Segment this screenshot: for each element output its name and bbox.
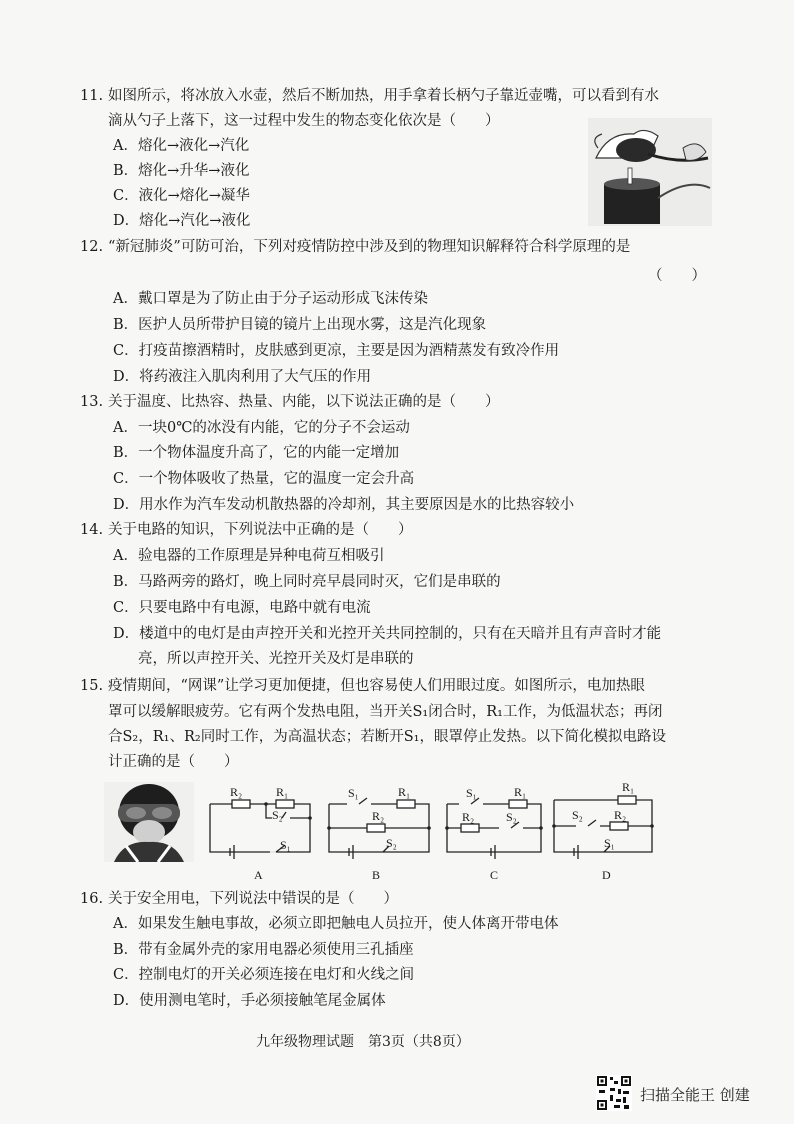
question-13-stem: 13. 关于温度、比热容、热量、内能，以下说法正确的是（ ）: [80, 394, 500, 410]
q14-option-d: D．楼道中的电灯是由声控开关和光控开关共同控制的，只有在天暗并且有声音时才能: [113, 626, 662, 642]
q12-option-a: A．戴口罩是为了防止由于分子运动形成飞沫传染: [113, 291, 428, 307]
qr-code-icon: [596, 1075, 632, 1111]
circuit-c-caption: C: [490, 868, 499, 882]
q14-option-d-continued: 亮，所以声控开关、光控开关及灯是串联的: [138, 651, 414, 667]
circuit-c-r2-label: R₂: [462, 810, 475, 824]
circuit-d-r2-label: R₂: [614, 808, 627, 822]
circuit-a-r2-label: R₂: [230, 785, 243, 799]
circuit-b-r2-label: R₂: [372, 809, 385, 823]
q16-option-d: D．使用测电笔时，手必须接触笔尾金属体: [113, 993, 386, 1009]
circuit-c-r1-label: R₁: [514, 785, 527, 799]
question-16-stem: 16. 关于安全用电，下列说法中错误的是（ ）: [80, 891, 398, 907]
question-12-stem-line1: 12. “新冠肺炎”可防可治，下列对疫情防控中涉及到的物理知识解释符合科学原理的是: [80, 239, 631, 255]
circuit-d-s1-label: S₁: [604, 836, 615, 850]
circuit-a-s2-label: S₂: [272, 808, 283, 822]
circuit-b-s1-label: S₁: [348, 786, 359, 800]
q12-option-d: D．将药液注入肌肉利用了大气压的作用: [113, 369, 372, 385]
q14-option-c: C．只要电路中有电源，电路中就有电流: [113, 600, 371, 616]
q13-option-c: C．一个物体吸收了热量，它的温度一定会升高: [113, 471, 415, 487]
q13-option-a: A．一块0℃的冰没有内能，它的分子不会运动: [113, 420, 410, 436]
question-14-stem: 14. 关于电路的知识，下列说法中正确的是（ ）: [80, 522, 413, 538]
circuit-a-s1-label: S₁: [280, 838, 291, 852]
q13-option-d: D．用水作为汽车发动机散热器的冷却剂，其主要原因是水的比热容较小: [113, 497, 575, 513]
circuit-c-s1-label: S₁: [466, 786, 477, 800]
question-15-stem-line2: 罩可以缓解眼疲劳。它有两个发热电阻，当开关S₁闭合时，R₁工作，为低温状态；再闭: [108, 704, 663, 720]
q16-option-b: B．带有金属外壳的家用电器必须使用三孔插座: [113, 942, 414, 958]
scanner-watermark: 扫描全能王 创建: [640, 1086, 750, 1104]
q12-answer-paren: （ ）: [648, 268, 706, 284]
circuit-a-r1-label: R₁: [276, 785, 289, 799]
circuit-b-caption: B: [372, 868, 381, 882]
q14-option-b: B．马路两旁的路灯，晚上同时亮早晨同时灭，它们是串联的: [113, 574, 501, 590]
question-15-stem-line3: 合S₂，R₁、R₂同时工作，为高温状态；若断开S₁，眼罩停止发热。以下简化模拟电路设: [108, 729, 666, 745]
question-15-stem-line4: 计正确的是（ ）: [108, 754, 239, 770]
q16-option-c: C．控制电灯的开关必须连接在电灯和火线之间: [113, 967, 415, 983]
circuit-d-r1-label: R₁: [622, 780, 635, 794]
q11-option-c: C．液化→熔化→凝华: [113, 188, 250, 204]
question-15-stem-line1: 15. 疫情期间，“网课”让学习更加便捷，但也容易使人们用眼过度。如图所示，电加热眼: [80, 678, 645, 694]
circuit-d-s2-label: S₂: [572, 808, 583, 822]
q16-option-a: A．如果发生触电事故，必须立即把触电人员拉开，使人体离开带电体: [113, 916, 559, 932]
circuit-c-s2-label: S₂: [506, 810, 517, 824]
q11-option-a: A．熔化→液化→汽化: [113, 138, 250, 154]
circuit-b-s2-label: S₂: [386, 836, 397, 850]
circuit-a-diagram: [206, 782, 314, 860]
kettle-spoon-figure: [588, 118, 712, 226]
circuit-b-r1-label: R₁: [398, 785, 411, 799]
circuit-c-diagram: [445, 782, 545, 860]
q11-option-b: B．熔化→升华→液化: [113, 163, 250, 179]
circuit-d-caption: D: [602, 868, 611, 882]
q11-option-d: D．熔化→汽化→液化: [113, 213, 251, 229]
q12-option-b: B．医护人员所带护目镜的镜片上出现水雾，这是汽化现象: [113, 317, 487, 333]
page-footer: 九年级物理试题 第3页（共8页）: [256, 1034, 470, 1050]
q13-option-b: B．一个物体温度升高了，它的内能一定增加: [113, 445, 400, 461]
circuit-a-caption: A: [254, 868, 263, 882]
q12-option-c: C．打疫苗擦酒精时，皮肤感到更凉，主要是因为酒精蒸发有致冷作用: [113, 343, 560, 359]
question-11-stem-line2: 滴从勺子上落下，这一过程中发生的物态变化依次是（ ）: [108, 113, 500, 129]
question-11-stem-line1: 11. 如图所示，将冰放入水壶，然后不断加热，用手拿着长柄勺子靠近壶嘴，可以看到有水: [80, 88, 659, 104]
q14-option-a: A．验电器的工作原理是异种电荷互相吸引: [113, 548, 385, 564]
eye-mask-photo: [104, 782, 194, 862]
